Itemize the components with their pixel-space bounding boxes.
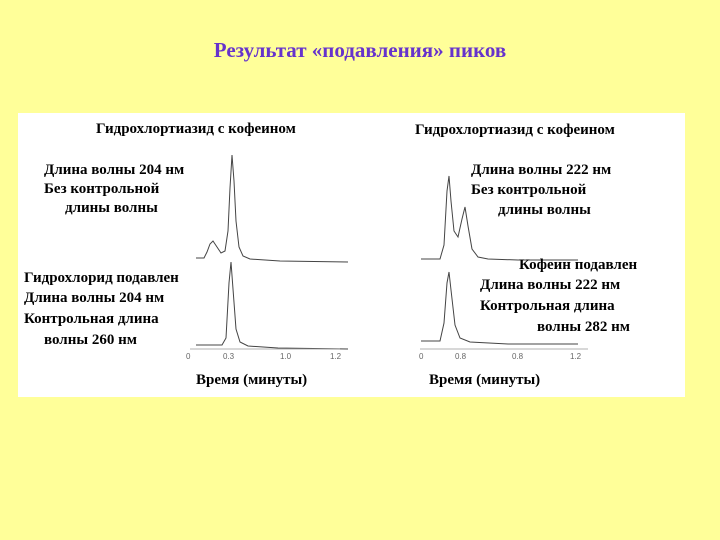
right-tick-1: 0.8 — [455, 352, 467, 361]
left-top-wavelength: Длина волны 204 нм — [44, 162, 185, 178]
left-tick-1: 0.3 — [223, 352, 235, 361]
right-bottom-reference: Контрольная длина — [480, 298, 615, 314]
left-tick-3: 1.2 — [330, 352, 342, 361]
right-bottom-wavelength: Длина волны 222 нм — [480, 277, 621, 293]
left-x-axis-label: Время (минуты) — [196, 372, 308, 388]
left-top-wavelength-tail: длины волны — [65, 200, 158, 216]
left-tick-0: 0 — [186, 352, 191, 361]
left-bottom-trace — [196, 262, 348, 349]
right-bottom-reference-wavelength: волны 282 нм — [537, 319, 630, 335]
chromatogram-figure — [18, 113, 685, 397]
right-x-axis-label: Время (минуты) — [429, 372, 541, 388]
right-top-wavelength: Длина волны 222 нм — [471, 162, 612, 178]
left-bottom-reference: Контрольная длина — [24, 311, 159, 327]
slide-title: Результат «подавления» пиков — [213, 38, 507, 62]
left-top-no-reference: Без контрольной — [44, 181, 160, 197]
left-top-trace — [196, 155, 348, 262]
right-header: Гидрохлортиазид с кофеином — [415, 122, 615, 138]
right-bottom-suppressed: Кофеин подавлен — [519, 257, 638, 273]
left-bottom-reference-wavelength: волны 260 нм — [44, 332, 137, 348]
right-tick-2: 0.8 — [512, 352, 524, 361]
left-tick-2: 1.0 — [280, 352, 292, 361]
right-top-no-reference: Без контрольной — [471, 182, 587, 198]
left-bottom-wavelength: Длина волны 204 нм — [24, 290, 165, 306]
left-header: Гидрохлортиазид с кофеином — [96, 121, 296, 137]
chromatogram-traces — [18, 113, 685, 397]
right-top-wavelength-tail: длины волны — [498, 202, 591, 218]
right-tick-0: 0 — [419, 352, 424, 361]
left-bottom-suppressed: Гидрохлорид подавлен — [24, 270, 179, 286]
right-tick-3: 1.2 — [570, 352, 582, 361]
